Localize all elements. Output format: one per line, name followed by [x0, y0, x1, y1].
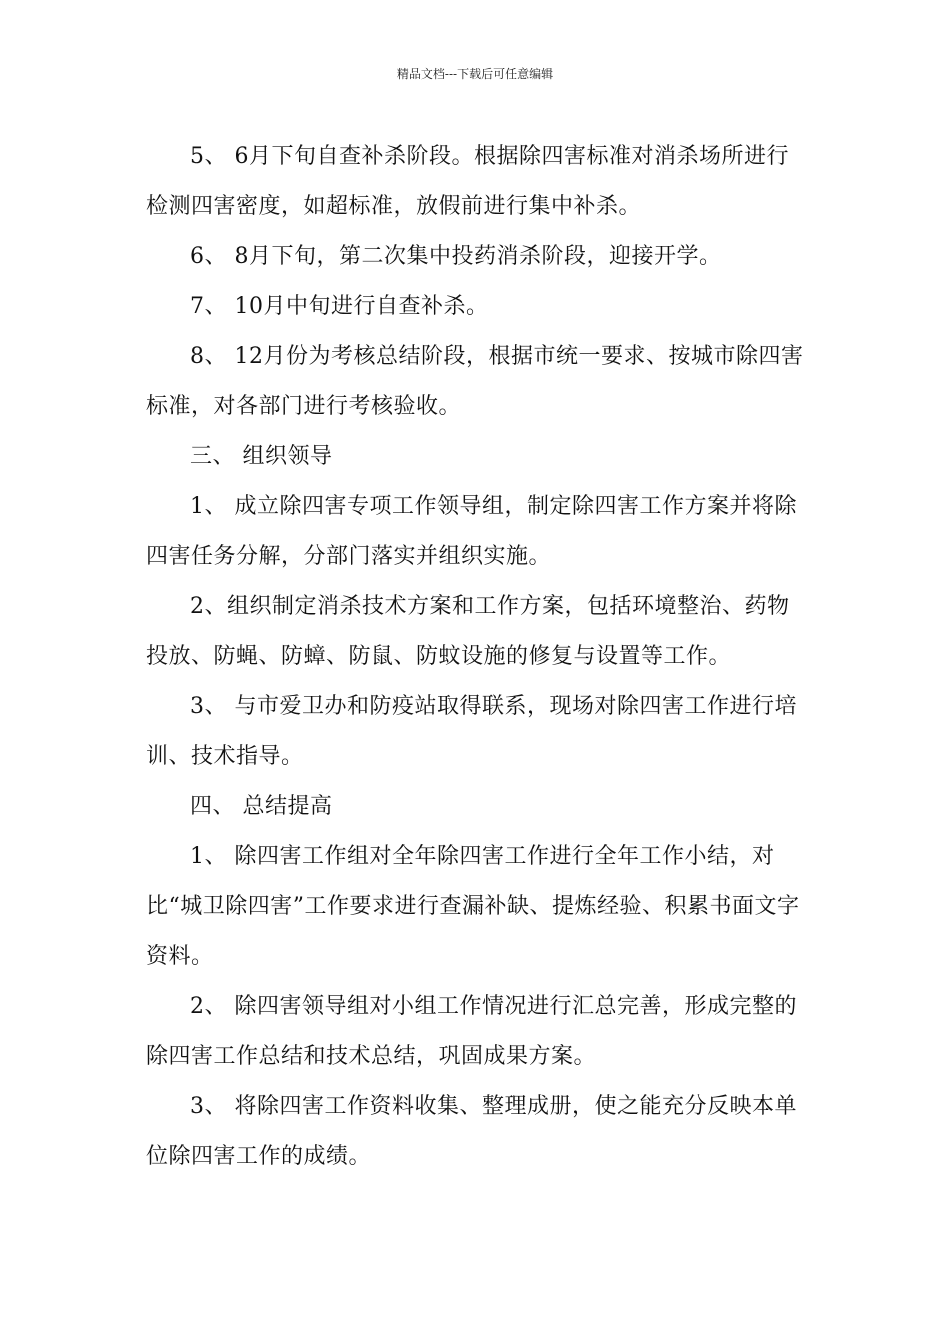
paragraph-step-8: 8、 12月份为考核总结阶段，根据市统一要求、按城市除四害标准，对各部门进行考核验收。 — [146, 344, 804, 419]
paragraph-org-3: 3、 与市爱卫办和防疫站取得联系，现场对除四害工作进行培训、技术指导。 — [146, 694, 797, 769]
paragraph-step-6: 6、 8月下旬，第二次集中投药消杀阶段，迎接开学。 — [190, 244, 722, 269]
paragraph-org-1: 1、 成立除四害专项工作领导组，制定除四害工作方案并将除四害任务分解，分部门落实并组织实施。 — [146, 494, 797, 569]
paragraph-org-2: 2、组织制定消杀技术方案和工作方案，包括环境整治、药物投放、防蝇、防蟑、防鼠、防蚊设施的修复与设置等工作。 — [146, 594, 790, 669]
paragraph-step-5: 5、 6月下旬自查补杀阶段。根据除四害标准对消杀场所进行检测四害密度，如超标准，放假前进行集中补杀。 — [146, 144, 789, 219]
paragraph-summary-3: 3、 将除四害工作资料收集、整理成册，使之能充分反映本单位除四害工作的成绩。 — [146, 1094, 797, 1169]
paragraph-summary-2: 2、 除四害领导组对小组工作情况进行汇总完善，形成完整的除四害工作总结和技术总结，巩固成果方案。 — [146, 994, 797, 1069]
paragraph-summary-1: 1、 除四害工作组对全年除四害工作进行全年工作小结，对比“城卫除四害”工作要求进行查漏补缺、提炼经验、积累书面文字资料。 — [146, 844, 800, 969]
paragraph-step-7: 7、 10月中旬进行自查补杀。 — [190, 294, 489, 319]
section-heading-organization: 三、 组织领导 — [190, 444, 333, 469]
page-header: 精品文档---下载后可任意编辑 — [396, 67, 554, 81]
document-body — [146, 132, 806, 1182]
section-heading-summary: 四、 总结提高 — [190, 794, 333, 819]
